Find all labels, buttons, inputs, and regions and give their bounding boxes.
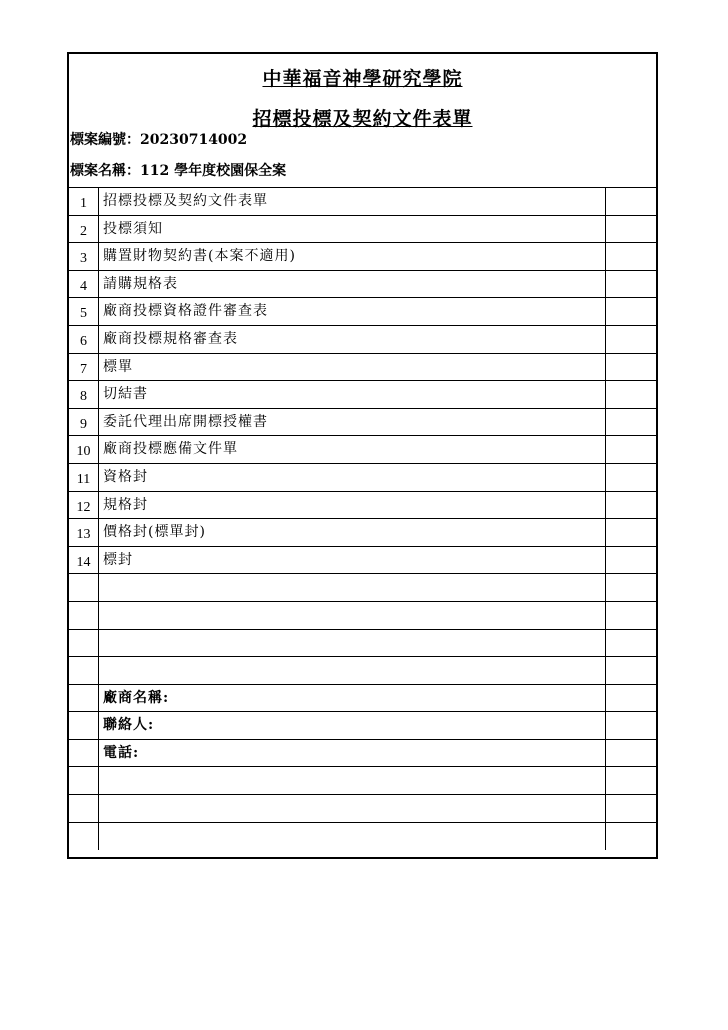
list-item: [69, 354, 656, 382]
empty-row: [69, 657, 656, 685]
vendor-name-label: 廠商名稱:: [99, 685, 606, 712]
item-label: 標封: [99, 547, 606, 574]
item-label: 廠商投標應備文件單: [99, 436, 606, 463]
check-cell: [606, 298, 656, 325]
case-name-line: [70, 160, 286, 180]
list-item: [69, 188, 656, 216]
item-number: [69, 795, 99, 822]
check-cell: [606, 519, 656, 546]
item-number: [69, 740, 99, 767]
list-item: [69, 381, 656, 409]
case-number-value: 20230714002: [140, 132, 248, 148]
vendor-phone-label: 電話:: [99, 740, 606, 767]
check-cell: [606, 271, 656, 298]
check-cell: [606, 326, 656, 353]
check-cell: [606, 216, 656, 243]
empty-row: [69, 767, 656, 795]
item-number: 6: [69, 326, 99, 353]
list-item: [69, 326, 656, 354]
item-number: 1: [69, 188, 99, 215]
item-number: 10: [69, 436, 99, 463]
check-cell: [606, 574, 656, 601]
item-label: [99, 602, 606, 629]
item-number: [69, 712, 99, 739]
list-item: [69, 271, 656, 299]
item-number: [69, 574, 99, 601]
form-header: [69, 54, 656, 188]
case-number-label: 標案編號：: [70, 132, 140, 148]
check-cell: [606, 436, 656, 463]
check-cell: [606, 685, 656, 712]
item-number: [69, 685, 99, 712]
list-item: [69, 492, 656, 520]
vendor-contact-row: [69, 712, 656, 740]
item-label: [99, 574, 606, 601]
item-number: [69, 823, 99, 851]
check-cell: [606, 767, 656, 794]
check-cell: [606, 381, 656, 408]
document-form: [67, 52, 658, 859]
item-number: 8: [69, 381, 99, 408]
item-label: [99, 657, 606, 684]
school-name: 中華福音神學研究學院: [262, 68, 463, 90]
list-item: [69, 409, 656, 437]
vendor-phone-row: [69, 740, 656, 768]
item-number: 5: [69, 298, 99, 325]
item-number: 12: [69, 492, 99, 519]
empty-row: [69, 795, 656, 823]
check-cell: [606, 354, 656, 381]
check-cell: [606, 823, 656, 851]
item-number: [69, 767, 99, 794]
document-list: [69, 188, 656, 850]
empty-row: [69, 602, 656, 630]
item-number: 2: [69, 216, 99, 243]
item-number: 13: [69, 519, 99, 546]
list-item: [69, 243, 656, 271]
list-item: [69, 464, 656, 492]
list-item: [69, 519, 656, 547]
check-cell: [606, 657, 656, 684]
item-label: 委託代理出席開標授權書: [99, 409, 606, 436]
empty-row: [69, 630, 656, 658]
item-label: 價格封(標單封): [99, 519, 606, 546]
check-cell: [606, 464, 656, 491]
check-cell: [606, 492, 656, 519]
item-label: 規格封: [99, 492, 606, 519]
item-label: 切結書: [99, 381, 606, 408]
item-label: [99, 767, 606, 794]
case-name-label: 標案名稱：: [70, 163, 140, 179]
item-label: 標單: [99, 354, 606, 381]
case-number-line: [70, 129, 247, 149]
list-item: [69, 547, 656, 575]
vendor-contact-label: 聯絡人:: [99, 712, 606, 739]
check-cell: [606, 630, 656, 657]
item-number: [69, 630, 99, 657]
item-number: 4: [69, 271, 99, 298]
item-label: [99, 630, 606, 657]
check-cell: [606, 712, 656, 739]
item-label: 廠商投標資格證件審查表: [99, 298, 606, 325]
vendor-name-row: [69, 685, 656, 713]
case-name-value: 112 學年度校園保全案: [140, 163, 287, 179]
item-number: 7: [69, 354, 99, 381]
check-cell: [606, 188, 656, 215]
check-cell: [606, 740, 656, 767]
item-label: [99, 795, 606, 822]
item-label: 請購規格表: [99, 271, 606, 298]
item-label: 投標須知: [99, 216, 606, 243]
empty-row: [69, 574, 656, 602]
check-cell: [606, 243, 656, 270]
empty-row: [69, 823, 656, 851]
item-number: [69, 657, 99, 684]
item-number: 9: [69, 409, 99, 436]
list-item: [69, 436, 656, 464]
item-label: 購置財物契約書(本案不適用): [99, 243, 606, 270]
check-cell: [606, 795, 656, 822]
item-number: 11: [69, 464, 99, 491]
check-cell: [606, 409, 656, 436]
item-label: 招標投標及契約文件表單: [99, 188, 606, 215]
check-cell: [606, 602, 656, 629]
check-cell: [606, 547, 656, 574]
item-label: [99, 823, 606, 851]
list-item: [69, 298, 656, 326]
item-number: 3: [69, 243, 99, 270]
item-number: [69, 602, 99, 629]
item-number: 14: [69, 547, 99, 574]
form-title: 招標投標及契約文件表單: [252, 108, 473, 130]
list-item: [69, 216, 656, 244]
item-label: 廠商投標規格審查表: [99, 326, 606, 353]
item-label: 資格封: [99, 464, 606, 491]
